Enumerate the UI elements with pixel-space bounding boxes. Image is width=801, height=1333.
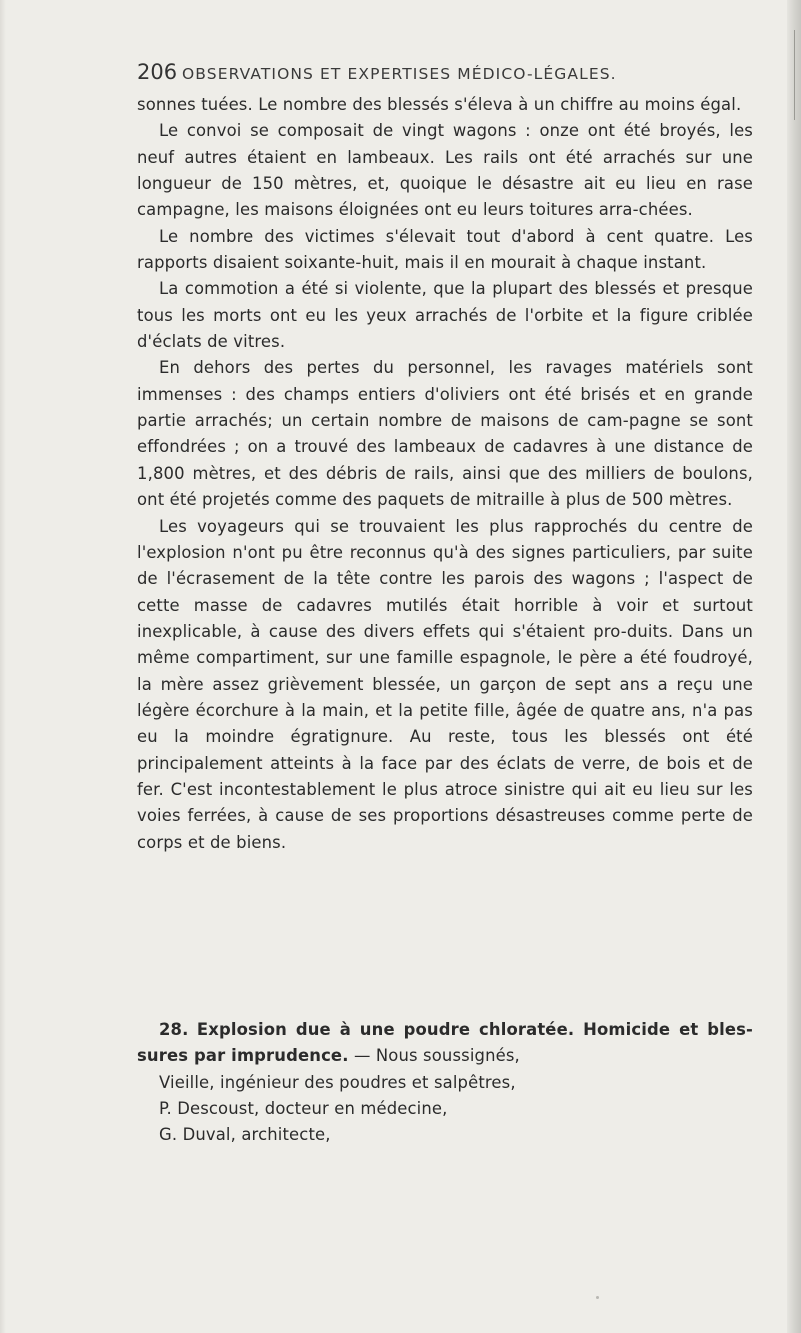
page-edge-mark [794,30,795,120]
body-text [137,92,753,856]
page-edge [787,0,801,1333]
page-gutter-shadow [0,0,6,1333]
section-number: 28. [159,1020,189,1039]
section-heading [137,1017,753,1070]
paragraph: Les voyageurs qui se trouvaient les plus rapprochés du centre de l'explosion n'ont pu être reconnus qu'à des signes particuliers, par suite de l'écrasement de la tête contre les parois des wagons ; l'aspect de cette masse de cadavres mutilés était horrible à voir et surtout inexplicable, à cause des divers effets qui s'étaient pro-duits. Dans un même compartiment, sur une famille espagnole, le père a été foudroyé, la mère assez grièvement blessée, un garçon de sept ans a reçu une légère écorchure à la main, et la petite fille, âgée de quatre ans, n'a pas eu la moindre égratignure. Au reste, tous les blessés ont été principalement atteints à la face par des éclats de verre, de bois et de fer. C'est incontestablement le plus atroce sinistre qui ait eu lieu sur les voies ferrées, à cause de ses proportions désastreuses comme perte de corps et de biens. [137,516,753,852]
paragraph-continuation: sonnes tuées. Le nombre des blessés s'éleva à un chiffre au moins égal. [137,95,742,114]
paper-speck [596,1296,599,1299]
signatory: G. Duval, architecte, [159,1125,331,1145]
signatory: P. Descoust, docteur en médecine, [159,1099,448,1119]
section-intro: — Nous soussignés, [353,1046,520,1066]
paragraph: En dehors des pertes du personnel, les ravages matériels sont immenses : des champs entiers d'oliviers ont été brisés et en grande partie arrachés; un certain nombre de maisons de cam-pagne se sont effondrées ; on a trouvé des lambeaux de cadavres à une distance de 1,800 mètres, et des débris de rails, ainsi que des milliers de boulons, ont été projetés comme des paquets de mitraille à plus de 500 mètres. [137,358,753,510]
paragraph: Le convoi se composait de vingt wagons : onze ont été broyés, les neuf autres étaient en lambeaux. Les rails ont été arrachés sur une longueur de 150 mètres, et, quoique le désastre ait eu lieu en rase campagne, les maisons éloignées ont eu leurs toitures arra-chées. [137,121,753,220]
paragraph: La commotion a été si violente, que la plupart des blessés et presque tous les morts ont eu les yeux arrachés de l'orbite et la figure criblée d'éclats de vitres. [137,279,753,352]
page-header [137,60,737,90]
signatory: Vieille, ingénieur des poudres et salpêtres, [159,1072,516,1092]
running-head: OBSERVATIONS ET EXPERTISES MÉDICO-LÉGALES. [182,65,617,83]
page-number: 206 [137,60,178,84]
paragraph: Le nombre des victimes s'élevait tout d'abord à cent quatre. Les rapports disaient soixante-huit, mais il en mourait à chaque instant. [137,226,753,273]
section-title: Explosion due à une poudre chloratée. Homicide et bles-sures par imprudence. [137,1020,753,1066]
section-28 [137,1017,753,1149]
